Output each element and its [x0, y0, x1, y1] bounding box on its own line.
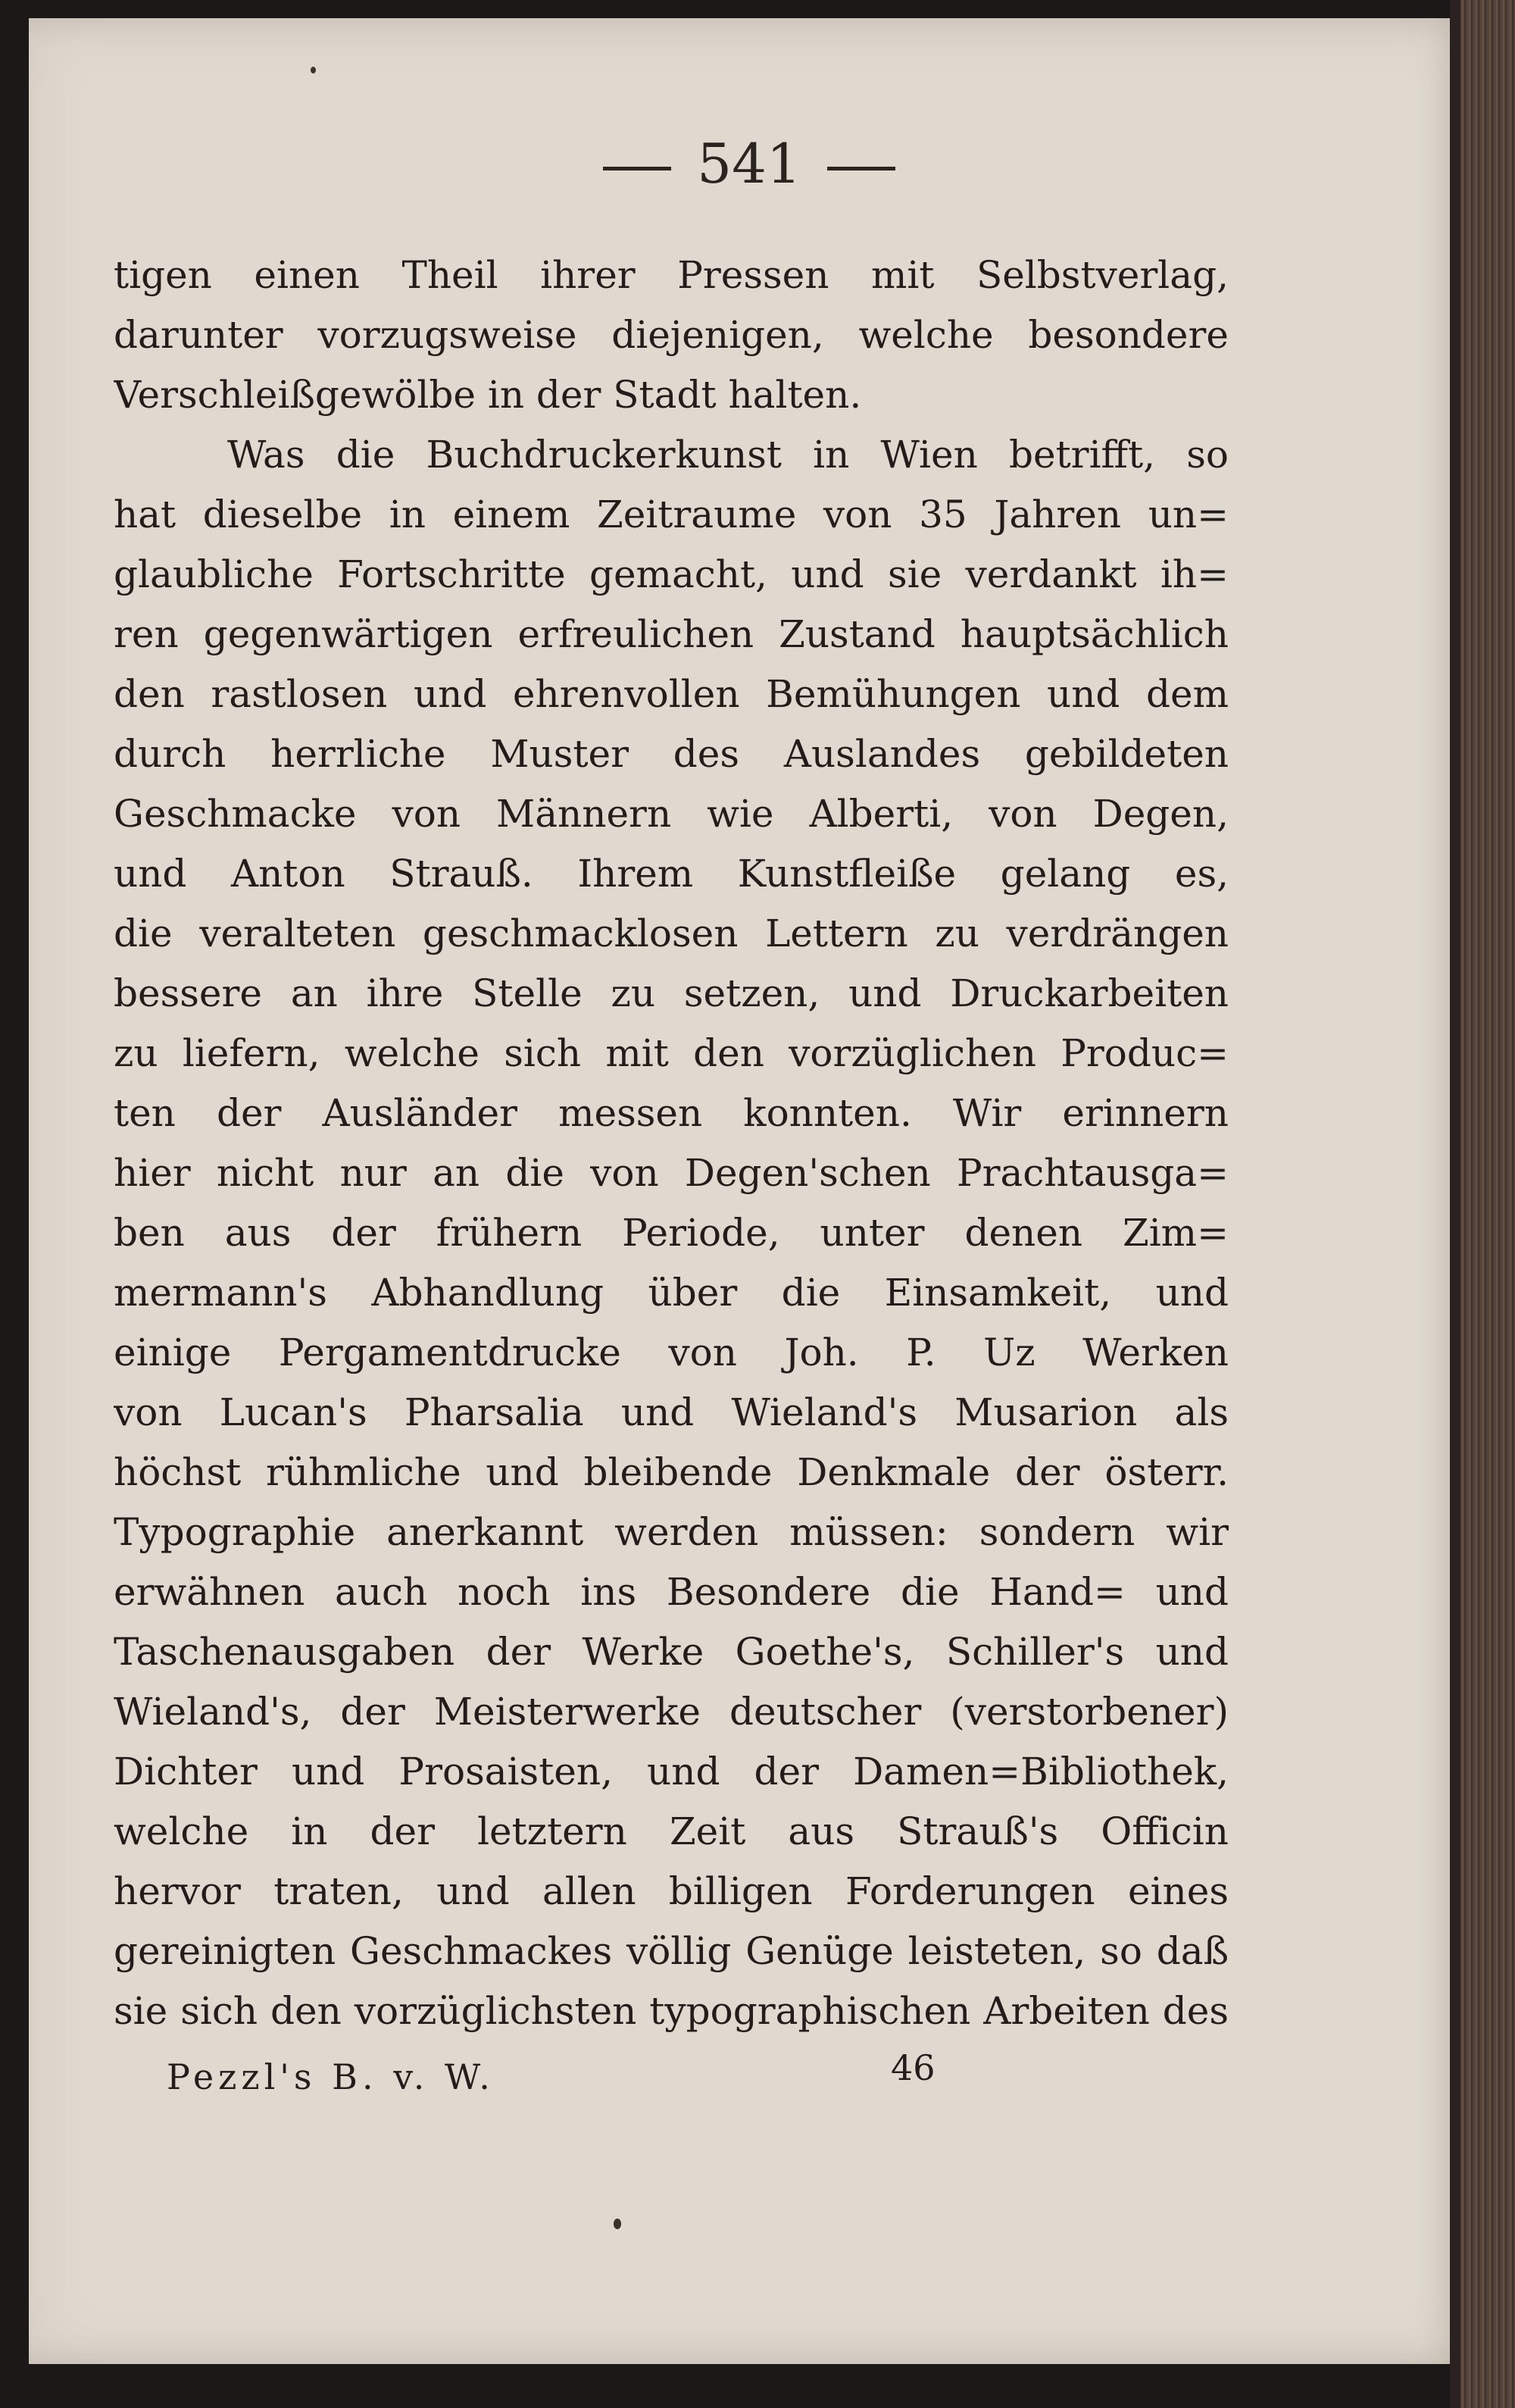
signature-mark: Pezzl's B. v. W.: [167, 2056, 495, 2097]
ink-speck: [311, 67, 316, 73]
text-line: Was die Buchdruckerkunst in Wien betrifft, so: [227, 433, 1229, 477]
text-line: Dichter und Prosaisten, und der Damen=Bibliothek,: [114, 1750, 1229, 1793]
page-number: 541: [697, 132, 801, 195]
text-line: hat dieselbe in einem Zeitraume von 35 Jahren un=: [114, 493, 1229, 536]
text-line: durch herrliche Muster des Auslandes gebildeten: [114, 732, 1229, 776]
page-header: [29, 132, 1470, 195]
page-footer: [167, 2047, 1000, 2117]
page-edge-shadow: [1450, 0, 1460, 2408]
text-line: von Lucan's Pharsalia und Wieland's Musarion als: [114, 1390, 1229, 1434]
text-line: einige Pergamentdrucke von Joh. P. Uz Werken: [114, 1331, 1229, 1374]
text-line: ren gegenwärtigen erfreulichen Zustand hauptsächlich: [114, 612, 1229, 656]
text-line: darunter vorzugsweise diejenigen, welche besondere: [114, 313, 1229, 357]
header-dash-right: [827, 167, 895, 170]
ink-speck: [614, 2219, 621, 2229]
header-dash-left: [603, 167, 671, 170]
text-line: hervor traten, und allen billigen Forderungen eines: [114, 1869, 1229, 1913]
text-line: zu liefern, welche sich mit den vorzüglichen Produc=: [114, 1031, 1229, 1075]
book-page-edges: [1460, 0, 1515, 2408]
text-line: Typographie anerkannt werden müssen: sondern wir: [114, 1510, 1229, 1554]
text-line: Verschleißgewölbe in der Stadt halten.: [114, 373, 862, 417]
text-line: welche in der letztern Zeit aus Strauß's Officin: [114, 1809, 1229, 1853]
sheet-number: 46: [891, 2047, 936, 2088]
text-line: Geschmacke von Männern wie Alberti, von Degen,: [114, 792, 1229, 836]
text-line: glaubliche Fortschritte gemacht, und sie verdankt ih=: [114, 552, 1229, 596]
text-line: gereinigten Geschmackes völlig Genüge leisteten, so daß: [114, 1929, 1229, 1973]
text-line: ben aus der frühern Periode, unter denen Zim=: [114, 1211, 1229, 1255]
text-line: hier nicht nur an die von Degen'schen Prachtausga=: [114, 1151, 1229, 1195]
text-line: und Anton Strauß. Ihrem Kunstfleiße gelang es,: [114, 852, 1229, 896]
text-line: Taschenausgaben der Werke Goethe's, Schiller's und: [114, 1630, 1229, 1674]
text-line: sie sich den vorzüglichsten typographischen Arbeiten des: [114, 1989, 1229, 2033]
body-text: [114, 245, 1229, 2041]
text-line: tigen einen Theil ihrer Pressen mit Selbstverlag,: [114, 253, 1229, 297]
text-line: höchst rühmliche und bleibende Denkmale der österr.: [114, 1450, 1229, 1494]
text-line: erwähnen auch noch ins Besondere die Hand= und: [114, 1570, 1229, 1614]
text-line: Wieland's, der Meisterwerke deutscher (verstorbener): [114, 1690, 1229, 1734]
text-line: die veralteten geschmacklosen Lettern zu verdrängen: [114, 912, 1229, 955]
text-line: den rastlosen und ehrenvollen Bemühungen und dem: [114, 672, 1229, 716]
page-paper: [29, 18, 1470, 2364]
text-line: ten der Ausländer messen konnten. Wir erinnern: [114, 1091, 1229, 1135]
text-line: mermann's Abhandlung über die Einsamkeit, und: [114, 1271, 1229, 1315]
text-line: bessere an ihre Stelle zu setzen, und Druckarbeiten: [114, 971, 1229, 1015]
